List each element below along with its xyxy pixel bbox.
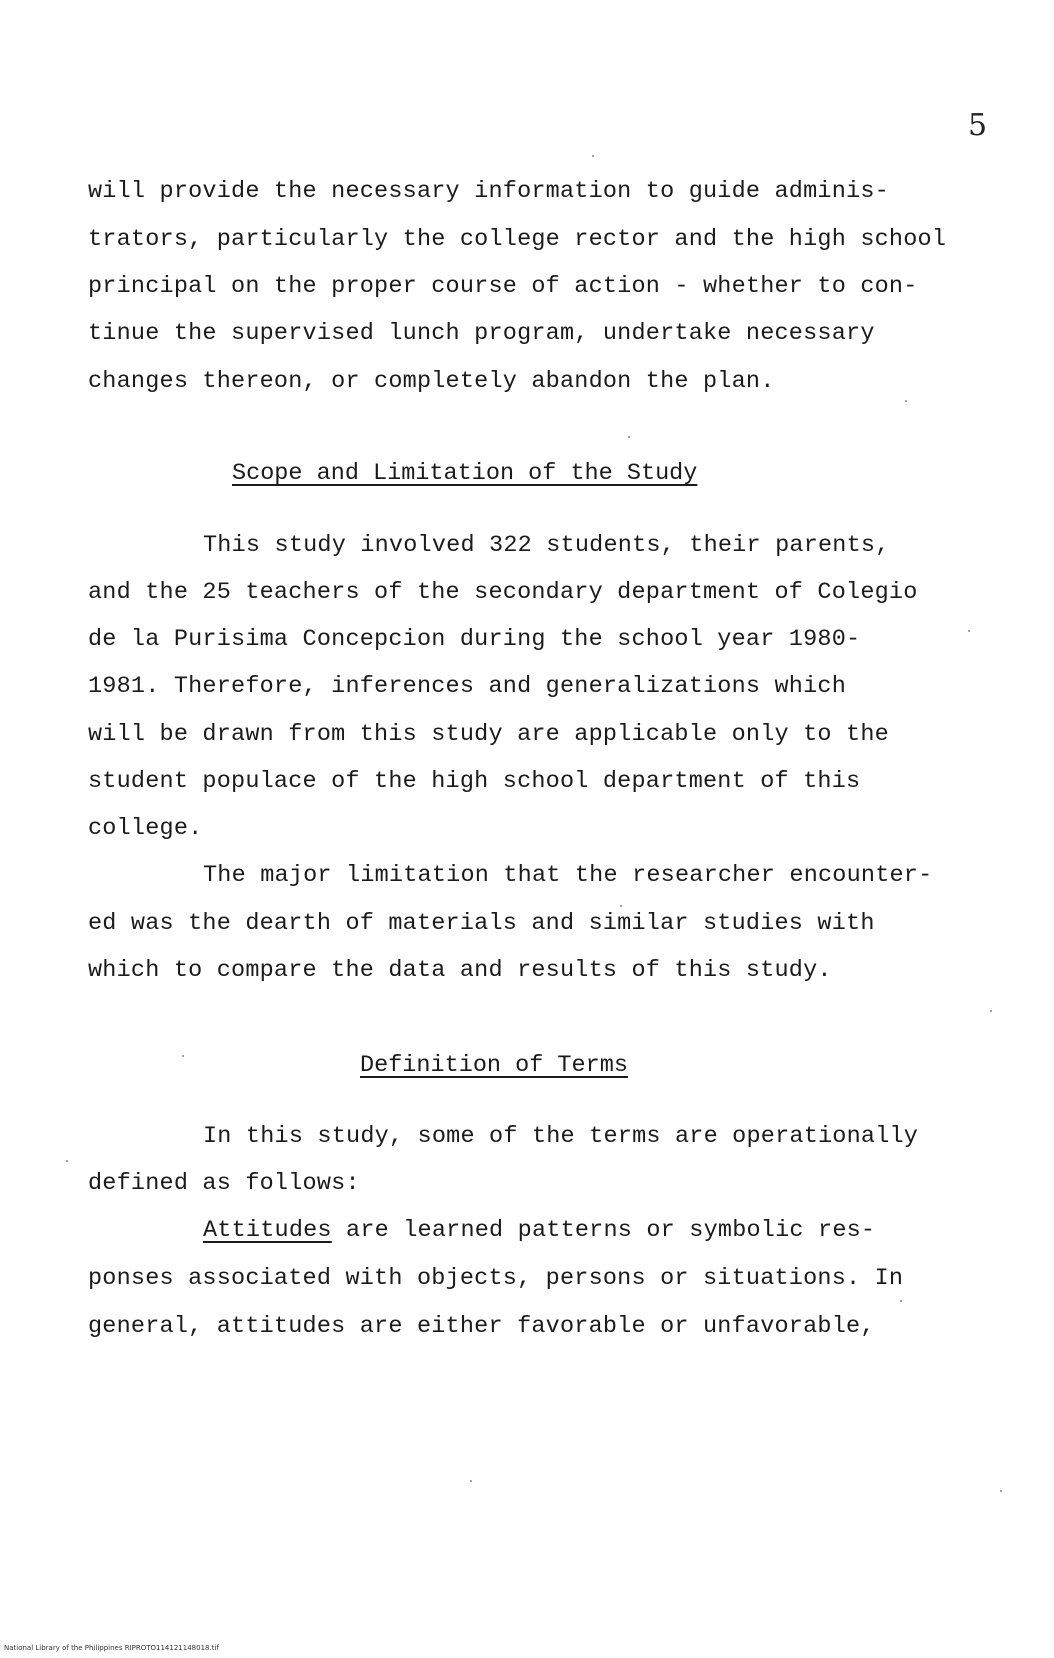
paragraph-line: This study involved 322 students, their parents, [203,532,890,559]
definition-line: general, attitudes are either favorable or unfavorable, [88,1313,875,1340]
scan-speck [905,400,907,402]
scan-speck [900,1300,902,1302]
paragraph-line: principal on the proper course of action - whether to con- [88,273,918,300]
paragraph-line: will provide the necessary information to guide adminis- [88,178,889,205]
scan-speck [968,630,970,632]
paragraph-line: de la Purisima Concepcion during the school year 1980- [88,626,861,653]
paragraph-line: student populace of the high school department of this [88,768,861,795]
scan-speck [990,1010,992,1012]
scan-speck [620,905,622,907]
defined-term-attitudes: Attitudes [203,1217,332,1244]
scan-speck [182,1055,184,1057]
paragraph-line: which to compare the data and results of this study. [88,957,832,984]
paragraph-line: defined as follows: [88,1170,360,1197]
definition-text: are learned patterns or symbolic res- [331,1217,876,1244]
scan-speck [470,1480,472,1482]
section-heading-scope: Scope and Limitation of the Study [232,460,698,487]
page-number: 5 [968,108,988,143]
definition-line [203,1217,875,1244]
paragraph-line: In this study, some of the terms are operationally [203,1123,919,1150]
paragraph-line: college. [88,815,203,842]
paragraph-line: changes thereon, or completely abandon the plan. [88,368,775,395]
definition-line: ponses associated with objects, persons or situations. In [88,1265,904,1292]
scan-footer: National Library of the Philippines RIPROTO114121148018.tif [4,1644,219,1652]
paragraph-line: trators, particularly the college rector and the high school [88,226,947,253]
scan-speck [1000,1490,1002,1492]
scan-speck [628,436,630,438]
section-heading-definitions: Definition of Terms [360,1052,628,1079]
scan-speck [66,1160,68,1162]
paragraph-line: ed was the dearth of materials and similar studies with [88,910,875,937]
paragraph-line: tinue the supervised lunch program, undertake necessary [88,320,875,347]
paragraph-line: The major limitation that the researcher encounter- [203,862,933,889]
paragraph-line: and the 25 teachers of the secondary department of Colegio [88,579,918,606]
paragraph-line: 1981. Therefore, inferences and generalizations which [88,673,847,700]
scan-speck [592,155,594,157]
paragraph-line: will be drawn from this study are applicable only to the [88,721,889,748]
